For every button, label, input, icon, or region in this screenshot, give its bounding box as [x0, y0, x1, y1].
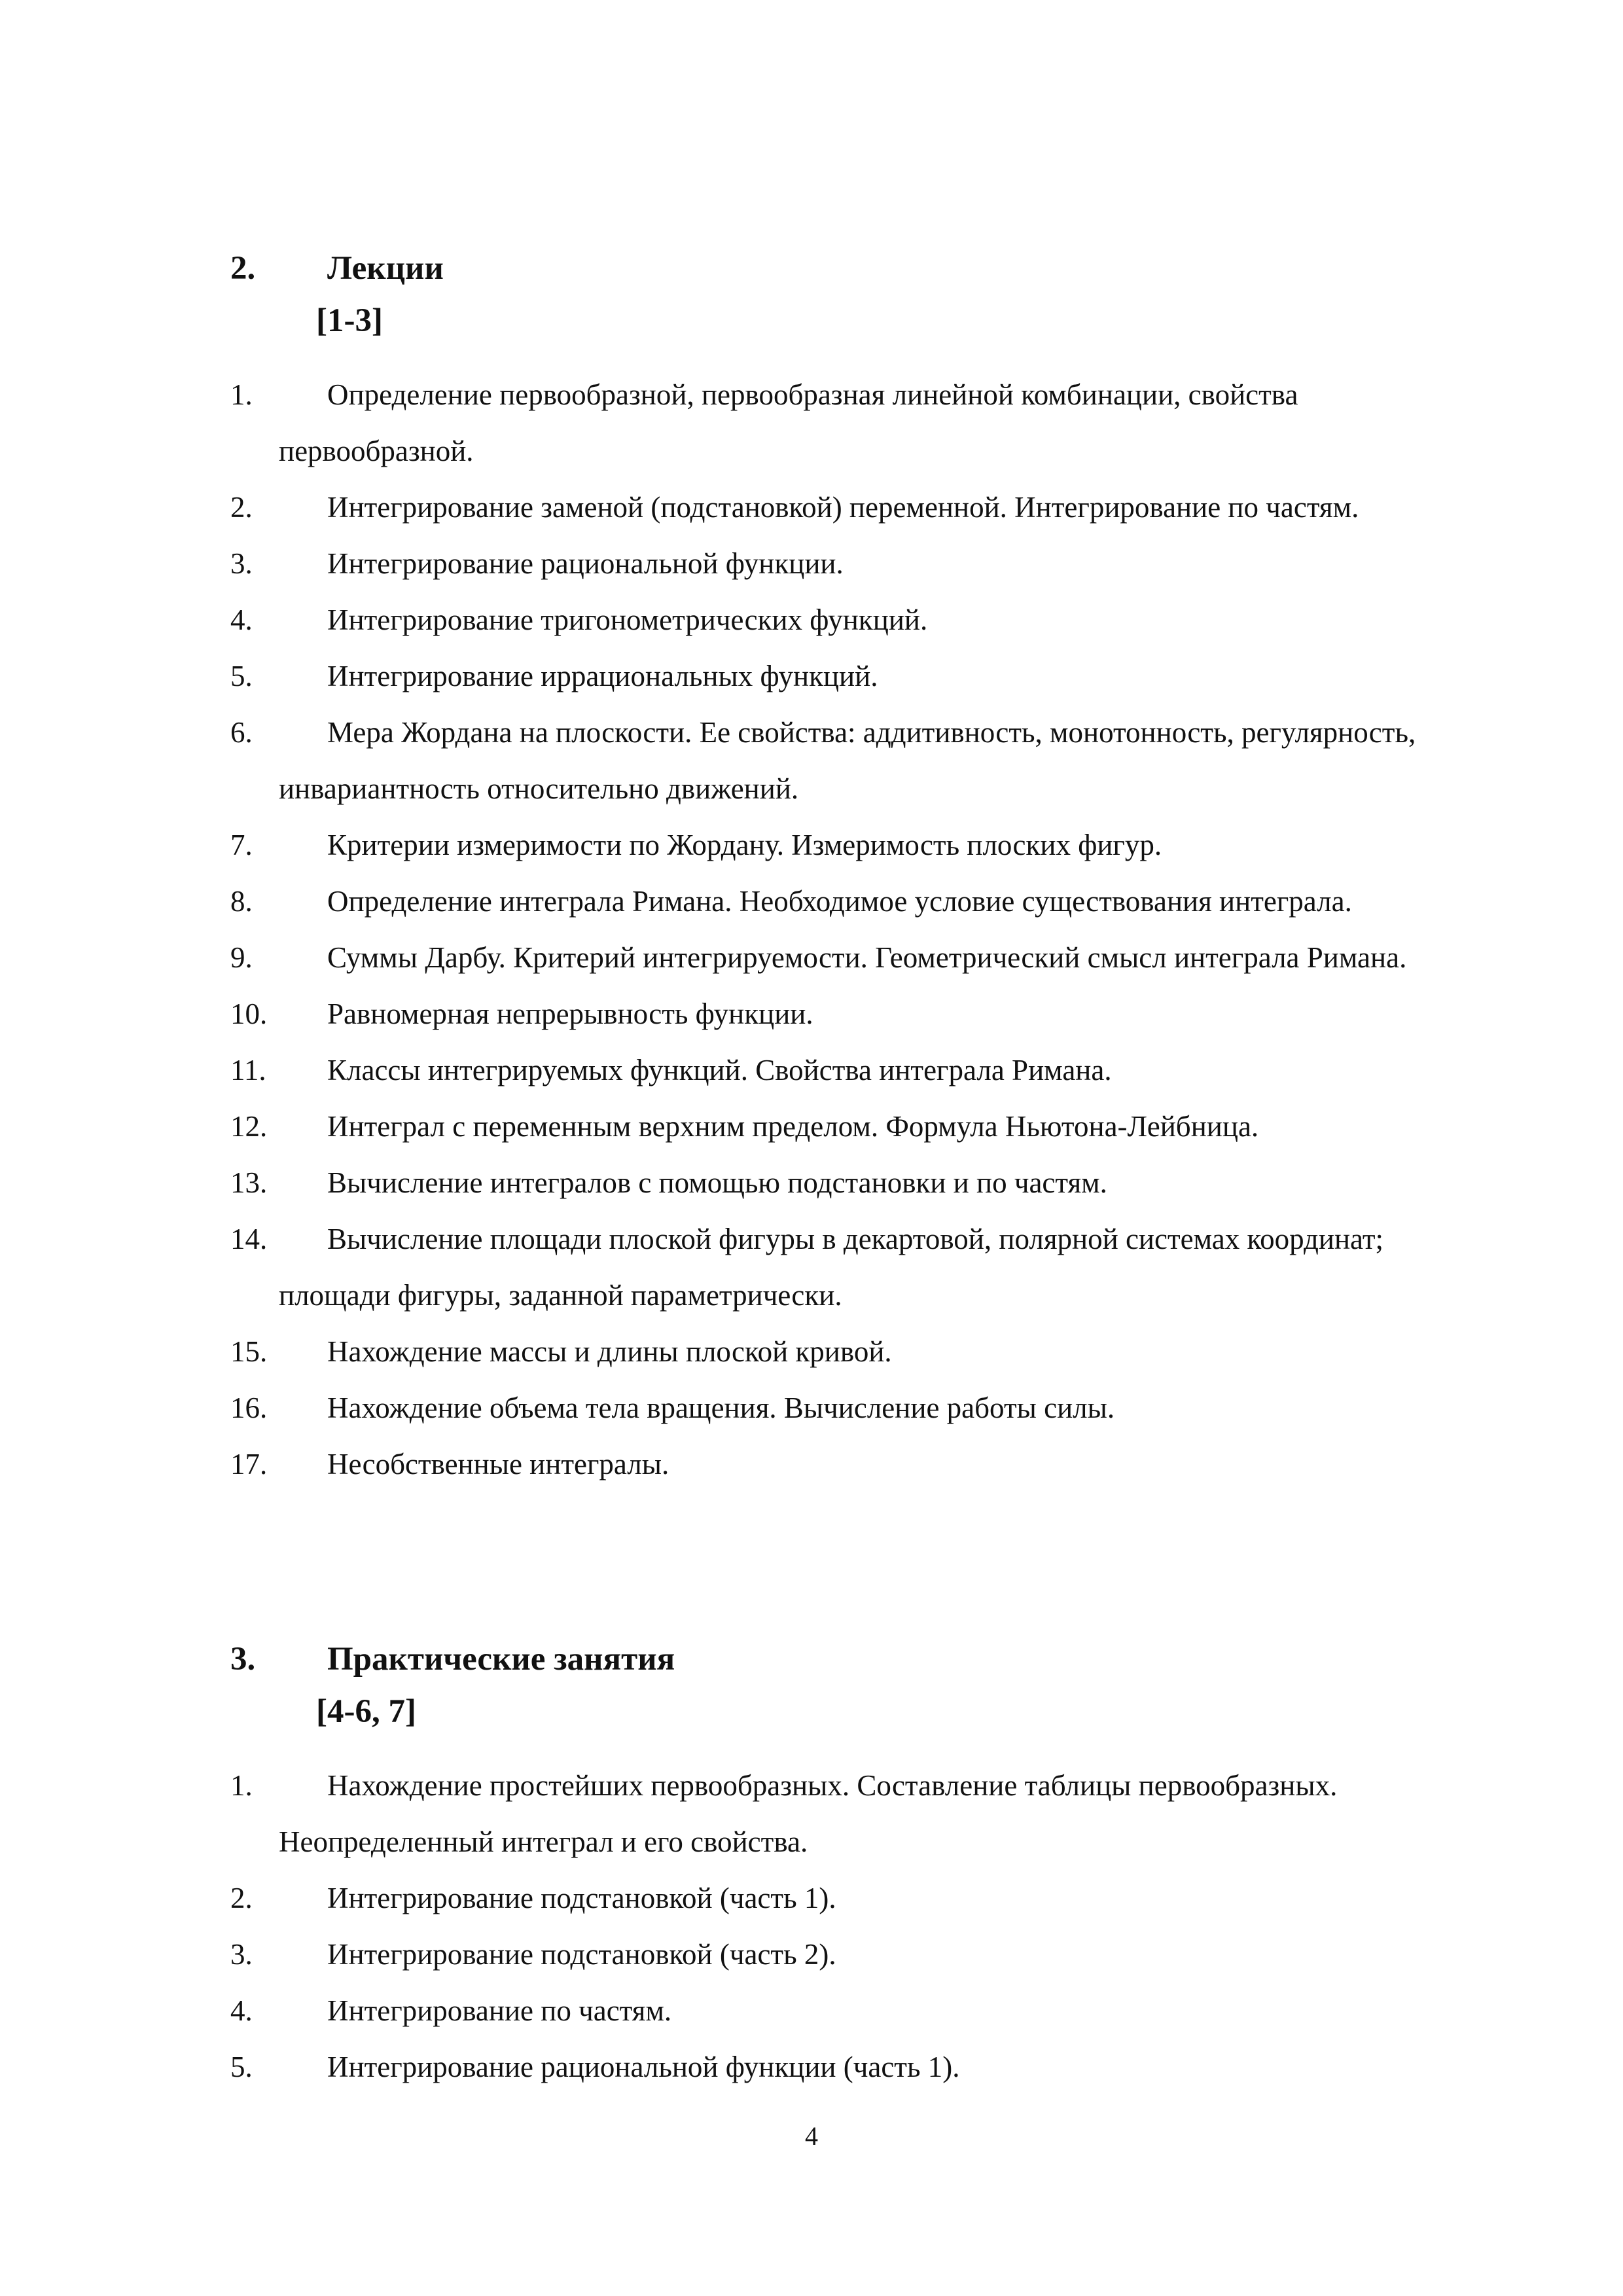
list-item: [0, 648, 1623, 704]
item-number: 4.: [230, 1994, 253, 2027]
item-number: 10.: [230, 997, 268, 1030]
list-item: [0, 535, 1623, 592]
list-item: [0, 1436, 1623, 1492]
lecture-list: [0, 367, 1623, 1492]
list-item: [0, 1211, 1623, 1323]
list-item: [0, 1757, 1623, 1870]
section-header: [0, 1633, 1623, 1757]
practice-list: [0, 1757, 1623, 2095]
section-lectures: [0, 242, 1623, 1492]
item-number: 12.: [230, 1110, 268, 1143]
item-text: Интегрирование тригонометрических функций.: [327, 603, 928, 636]
list-item: [0, 1982, 1623, 2039]
item-number: 5.: [230, 660, 253, 692]
item-number: 14.: [230, 1223, 268, 1255]
item-number: 6.: [230, 716, 253, 749]
item-number: 15.: [230, 1335, 268, 1368]
item-number: 4.: [230, 603, 253, 636]
item-number: 8.: [230, 885, 253, 918]
item-text: Нахождение объема тела вращения. Вычисление работы силы.: [327, 1391, 1115, 1424]
item-text: Интегрирование подстановкой (часть 1).: [327, 1882, 836, 1914]
list-item: [0, 929, 1623, 986]
item-text: Интегрирование иррациональных функций.: [327, 660, 878, 692]
list-item: [0, 1155, 1623, 1211]
section-number: 2.: [230, 250, 256, 287]
item-text: Нахождение простейших первообразных. Составление таблицы первообразных. Неопределенный интеграл и его свойства.: [279, 1769, 1338, 1858]
item-number: 13.: [230, 1166, 268, 1199]
item-text: Интегрирование по частям.: [327, 1994, 672, 2027]
item-text: Суммы Дарбу. Критерий интегрируемости. Геометрический смысл интеграла Римана.: [327, 941, 1407, 974]
list-item: [0, 367, 1623, 479]
section-practice: [0, 1633, 1623, 2095]
item-text: Равномерная непрерывность функции.: [327, 997, 813, 1030]
item-number: 2.: [230, 1882, 253, 1914]
item-number: 3.: [230, 1938, 253, 1971]
item-number: 7.: [230, 829, 253, 861]
list-item: [0, 592, 1623, 648]
item-number: 17.: [230, 1448, 268, 1480]
section-references: [4-6, 7]: [316, 1693, 416, 1730]
item-number: 3.: [230, 547, 253, 580]
item-text: Определение интеграла Римана. Необходимое условие существования интеграла.: [327, 885, 1352, 918]
list-item: [0, 479, 1623, 535]
list-item: [0, 986, 1623, 1042]
item-text: Определение первообразной, первообразная линейной комбинации, свойства первообразной.: [279, 378, 1298, 467]
item-text: Нахождение массы и длины плоской кривой.: [327, 1335, 892, 1368]
item-text: Несобственные интегралы.: [327, 1448, 669, 1480]
list-item: [0, 1870, 1623, 1926]
section-header: [0, 242, 1623, 367]
list-item: [0, 817, 1623, 873]
section-title: Лекции: [327, 250, 444, 287]
item-text: Интегрирование рациональной функции (часть 1).: [327, 2051, 960, 2083]
item-number: 16.: [230, 1391, 268, 1424]
item-text: Мера Жордана на плоскости. Ее свойства: аддитивность, монотонность, регулярность, инвариантность относительно движений.: [279, 716, 1416, 805]
item-number: 11.: [230, 1054, 266, 1086]
item-number: 2.: [230, 491, 253, 524]
item-text: Вычисление площади плоской фигуры в декартовой, полярной системах координат; площади фигуры, заданной параметрически.: [279, 1223, 1384, 1312]
list-item: [0, 873, 1623, 929]
item-number: 1.: [230, 378, 253, 411]
item-number: 9.: [230, 941, 253, 974]
list-item: [0, 2039, 1623, 2095]
item-text: Вычисление интегралов с помощью подстановки и по частям.: [327, 1166, 1107, 1199]
list-item: [0, 1098, 1623, 1155]
list-item: [0, 1323, 1623, 1380]
section-references: [1-3]: [316, 302, 383, 339]
item-text: Классы интегрируемых функций. Свойства интеграла Римана.: [327, 1054, 1112, 1086]
item-text: Интеграл с переменным верхним пределом. Формула Ньютона-Лейбница.: [327, 1110, 1259, 1143]
item-text: Интегрирование заменой (подстановкой) переменной. Интегрирование по частям.: [327, 491, 1359, 524]
section-number: 3.: [230, 1641, 256, 1677]
item-text: Интегрирование рациональной функции.: [327, 547, 844, 580]
list-item: [0, 1380, 1623, 1436]
item-number: 1.: [230, 1769, 253, 1802]
list-item: [0, 704, 1623, 817]
list-item: [0, 1042, 1623, 1098]
section-title: Практические занятия: [327, 1641, 675, 1677]
list-item: [0, 1926, 1623, 1982]
item-text: Интегрирование подстановкой (часть 2).: [327, 1938, 836, 1971]
item-text: Критерии измеримости по Жордану. Измеримость плоских фигур.: [327, 829, 1162, 861]
page-number: 4: [805, 2121, 818, 2151]
item-number: 5.: [230, 2051, 253, 2083]
